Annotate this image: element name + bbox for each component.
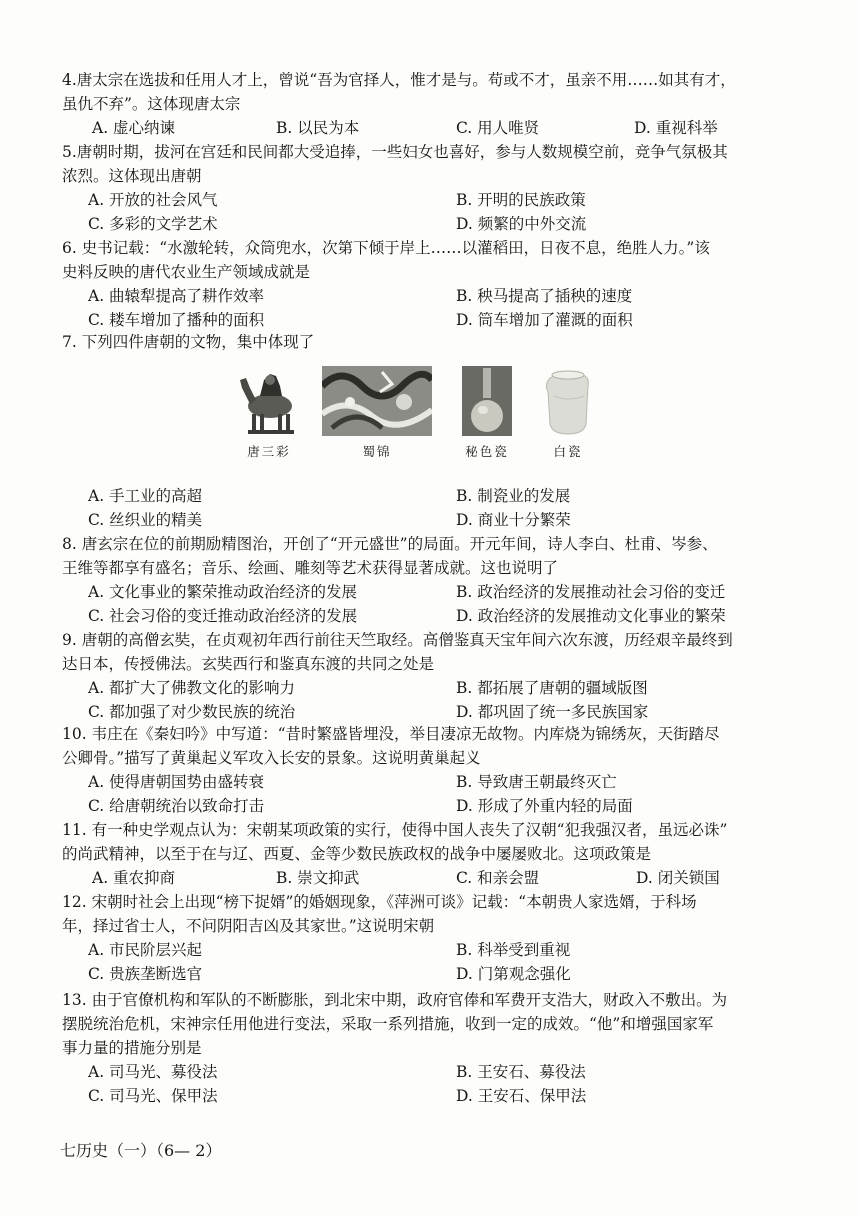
question-stem: 11. 有一种史学观点认为：宋朝某项政策的实行，使得中国人丧失了汉朝“犯我强汉者，虽远必诛” (62, 821, 728, 839)
brocade-pattern-icon (322, 366, 432, 436)
camel-figurine-icon (230, 366, 308, 436)
option-b[interactable]: B. 政治经济的发展推动社会习俗的变迁 (456, 583, 726, 601)
question-10 (62, 722, 822, 818)
options-grid (88, 676, 822, 724)
options-row (90, 866, 822, 890)
question-stem: 10. 韦庄在《秦妇吟》中写道：“昔时繁盛皆埋没，举目凄凉无故物。内库烧为锦绣灰，天街踏尽 (62, 725, 720, 743)
option-c[interactable]: C. 多彩的文学艺术 (88, 215, 218, 233)
option-d[interactable]: D. 王安石、保甲法 (456, 1087, 587, 1105)
option-d[interactable]: D. 重视科举 (634, 119, 718, 137)
option-c[interactable]: C. 贵族垄断选官 (88, 965, 203, 983)
options-row (90, 116, 822, 140)
page-footer: 七历史（一）（6— 2） (60, 1141, 222, 1160)
options-grid (88, 1060, 822, 1108)
question-stem: 的尚武精神，以至于在与辽、西夏、金等少数民族政权的战争中屡屡败北。这项政策是 (62, 845, 652, 863)
question-stem: 摆脱统治危机，宋神宗任用他进行变法，采取一系列措施，收到一定的成效。“他”和增强国家军 (62, 1015, 714, 1033)
question-stem: 事力量的措施分别是 (62, 1039, 202, 1057)
artifact-tangsancai (230, 366, 308, 460)
options-grid (88, 284, 822, 332)
option-a[interactable]: A. 都扩大了佛教文化的影响力 (88, 679, 296, 697)
artifact-baici (540, 366, 596, 460)
question-4 (62, 68, 822, 140)
question-7-options (62, 484, 822, 532)
question-stem: 7. 下列四件唐朝的文物，集中体现了 (62, 333, 315, 351)
artifact-misecic (462, 366, 512, 460)
option-b[interactable]: B. 以民为本 (276, 119, 360, 137)
option-b[interactable]: B. 崇文抑武 (276, 869, 360, 887)
artifact-caption: 唐三彩 (247, 444, 291, 459)
artifact-shujin (322, 366, 432, 460)
question-8 (62, 532, 822, 628)
option-d[interactable]: D. 筒车增加了灌溉的面积 (456, 311, 633, 329)
option-a[interactable]: A. 司马光、募役法 (88, 1063, 218, 1081)
question-stem: 虽仇不弃”。这体现唐太宗 (62, 95, 241, 113)
option-b[interactable]: B. 开明的民族政策 (456, 191, 586, 209)
question-stem: 12. 宋朝时社会上出现“榜下捉婿”的婚姻现象，《萍洲可谈》记载：“本朝贵人家选婿，于科场 (62, 893, 697, 911)
option-b[interactable]: B. 制瓷业的发展 (456, 487, 571, 505)
question-11 (62, 818, 822, 890)
options-grid (88, 484, 822, 532)
option-d[interactable]: D. 门第观念强化 (456, 965, 571, 983)
question-stem: 9. 唐朝的高僧玄奘，在贞观初年西行前往天竺取经。高僧鉴真天宝年间六次东渡，历经艰辛最终到 (62, 631, 733, 649)
option-c[interactable]: C. 社会习俗的变迁推动政治经济的发展 (88, 607, 358, 625)
question-stem: 达日本，传授佛法。玄奘西行和鉴真东渡的共同之处是 (62, 655, 435, 673)
artifact-figure (230, 366, 630, 462)
question-7 (62, 330, 822, 354)
question-stem: 13. 由于官僚机构和军队的不断膨胀，到北宋中期，政府官俸和军费开支浩大，财政入不敷出。为 (62, 991, 728, 1009)
option-c[interactable]: C. 都加强了对少数民族的统治 (88, 703, 296, 721)
artifact-caption: 白瓷 (553, 444, 583, 459)
options-grid (88, 770, 822, 818)
question-stem: 史料反映的唐代农业生产领域成就是 (62, 263, 311, 281)
options-grid (88, 580, 822, 628)
artifact-caption: 秘色瓷 (465, 444, 509, 459)
option-d[interactable]: D. 政治经济的发展推动文化事业的繁荣 (456, 607, 726, 625)
option-c[interactable]: C. 用人唯贤 (456, 119, 540, 137)
artifact-caption: 蜀锦 (362, 444, 392, 459)
option-d[interactable]: D. 闭关锁国 (636, 869, 720, 887)
option-a[interactable]: A. 虚心纳谏 (92, 119, 176, 137)
option-d[interactable]: D. 商业十分繁荣 (456, 511, 571, 529)
question-stem: 4.唐太宗在选拔和任用人才上，曾说“吾为官择人，惟才是与。苟或不才，虽亲不用……如其有才， (62, 71, 736, 89)
question-stem: 王维等都享有盛名；音乐、绘画、雕刻等艺术获得显著成就。这也说明了 (62, 559, 559, 577)
question-5 (62, 140, 822, 236)
option-a[interactable]: A. 手工业的高超 (88, 487, 203, 505)
option-d[interactable]: D. 形成了外重内轻的局面 (456, 797, 633, 815)
question-stem: 8. 唐玄宗在位的前期励精图治，开创了“开元盛世”的局面。开元年间，诗人李白、杜甫、岑参、 (62, 535, 718, 553)
option-a[interactable]: A. 使得唐朝国势由盛转衰 (88, 773, 265, 791)
option-b[interactable]: B. 导致唐王朝最终灭亡 (456, 773, 617, 791)
option-a[interactable]: A. 曲辕犁提高了耕作效率 (88, 287, 265, 305)
option-a[interactable]: A. 开放的社会风气 (88, 191, 218, 209)
option-b[interactable]: B. 都拓展了唐朝的疆域版图 (456, 679, 648, 697)
white-porcelain-jar-icon (540, 366, 596, 436)
question-stem: 年，择过省士人，不问阴阳吉凶及其家世。”这说明宋朝 (62, 917, 435, 935)
option-c[interactable]: C. 耧车增加了播种的面积 (88, 311, 265, 329)
question-stem: 6. 史书记载：“水激轮转，众筒兜水，次第下倾于岸上……以灌稻田，日夜不息，绝胜人力。”该 (62, 239, 710, 257)
option-b[interactable]: B. 王安石、募役法 (456, 1063, 586, 1081)
question-12 (62, 890, 822, 986)
option-a[interactable]: A. 重农抑商 (92, 869, 176, 887)
option-d[interactable]: D. 频繁的中外交流 (456, 215, 587, 233)
option-c[interactable]: C. 和亲会盟 (456, 869, 540, 887)
option-c[interactable]: C. 丝织业的精美 (88, 511, 203, 529)
option-c[interactable]: C. 给唐朝统治以致命打击 (88, 797, 265, 815)
option-d[interactable]: D. 都巩固了统一多民族国家 (456, 703, 649, 721)
celadon-vase-icon (462, 366, 512, 436)
question-stem: 公卿骨。”描写了黄巢起义军攻入长安的景象。这说明黄巢起义 (62, 749, 481, 767)
option-a[interactable]: A. 市民阶层兴起 (88, 941, 203, 959)
option-b[interactable]: B. 秧马提高了插秧的速度 (456, 287, 633, 305)
options-grid (88, 938, 822, 986)
question-6 (62, 236, 822, 332)
option-a[interactable]: A. 文化事业的繁荣推动政治经济的发展 (88, 583, 358, 601)
question-stem: 5.唐朝时期，拔河在宫廷和民间都大受追捧，一些妇女也喜好，参与人数规模空前，竞争气氛极其 (62, 143, 728, 161)
option-b[interactable]: B. 科举受到重视 (456, 941, 571, 959)
question-13 (62, 988, 822, 1108)
question-9 (62, 628, 822, 724)
question-stem: 浓烈。这体现出唐朝 (62, 167, 202, 185)
option-c[interactable]: C. 司马光、保甲法 (88, 1087, 218, 1105)
options-grid (88, 188, 822, 236)
